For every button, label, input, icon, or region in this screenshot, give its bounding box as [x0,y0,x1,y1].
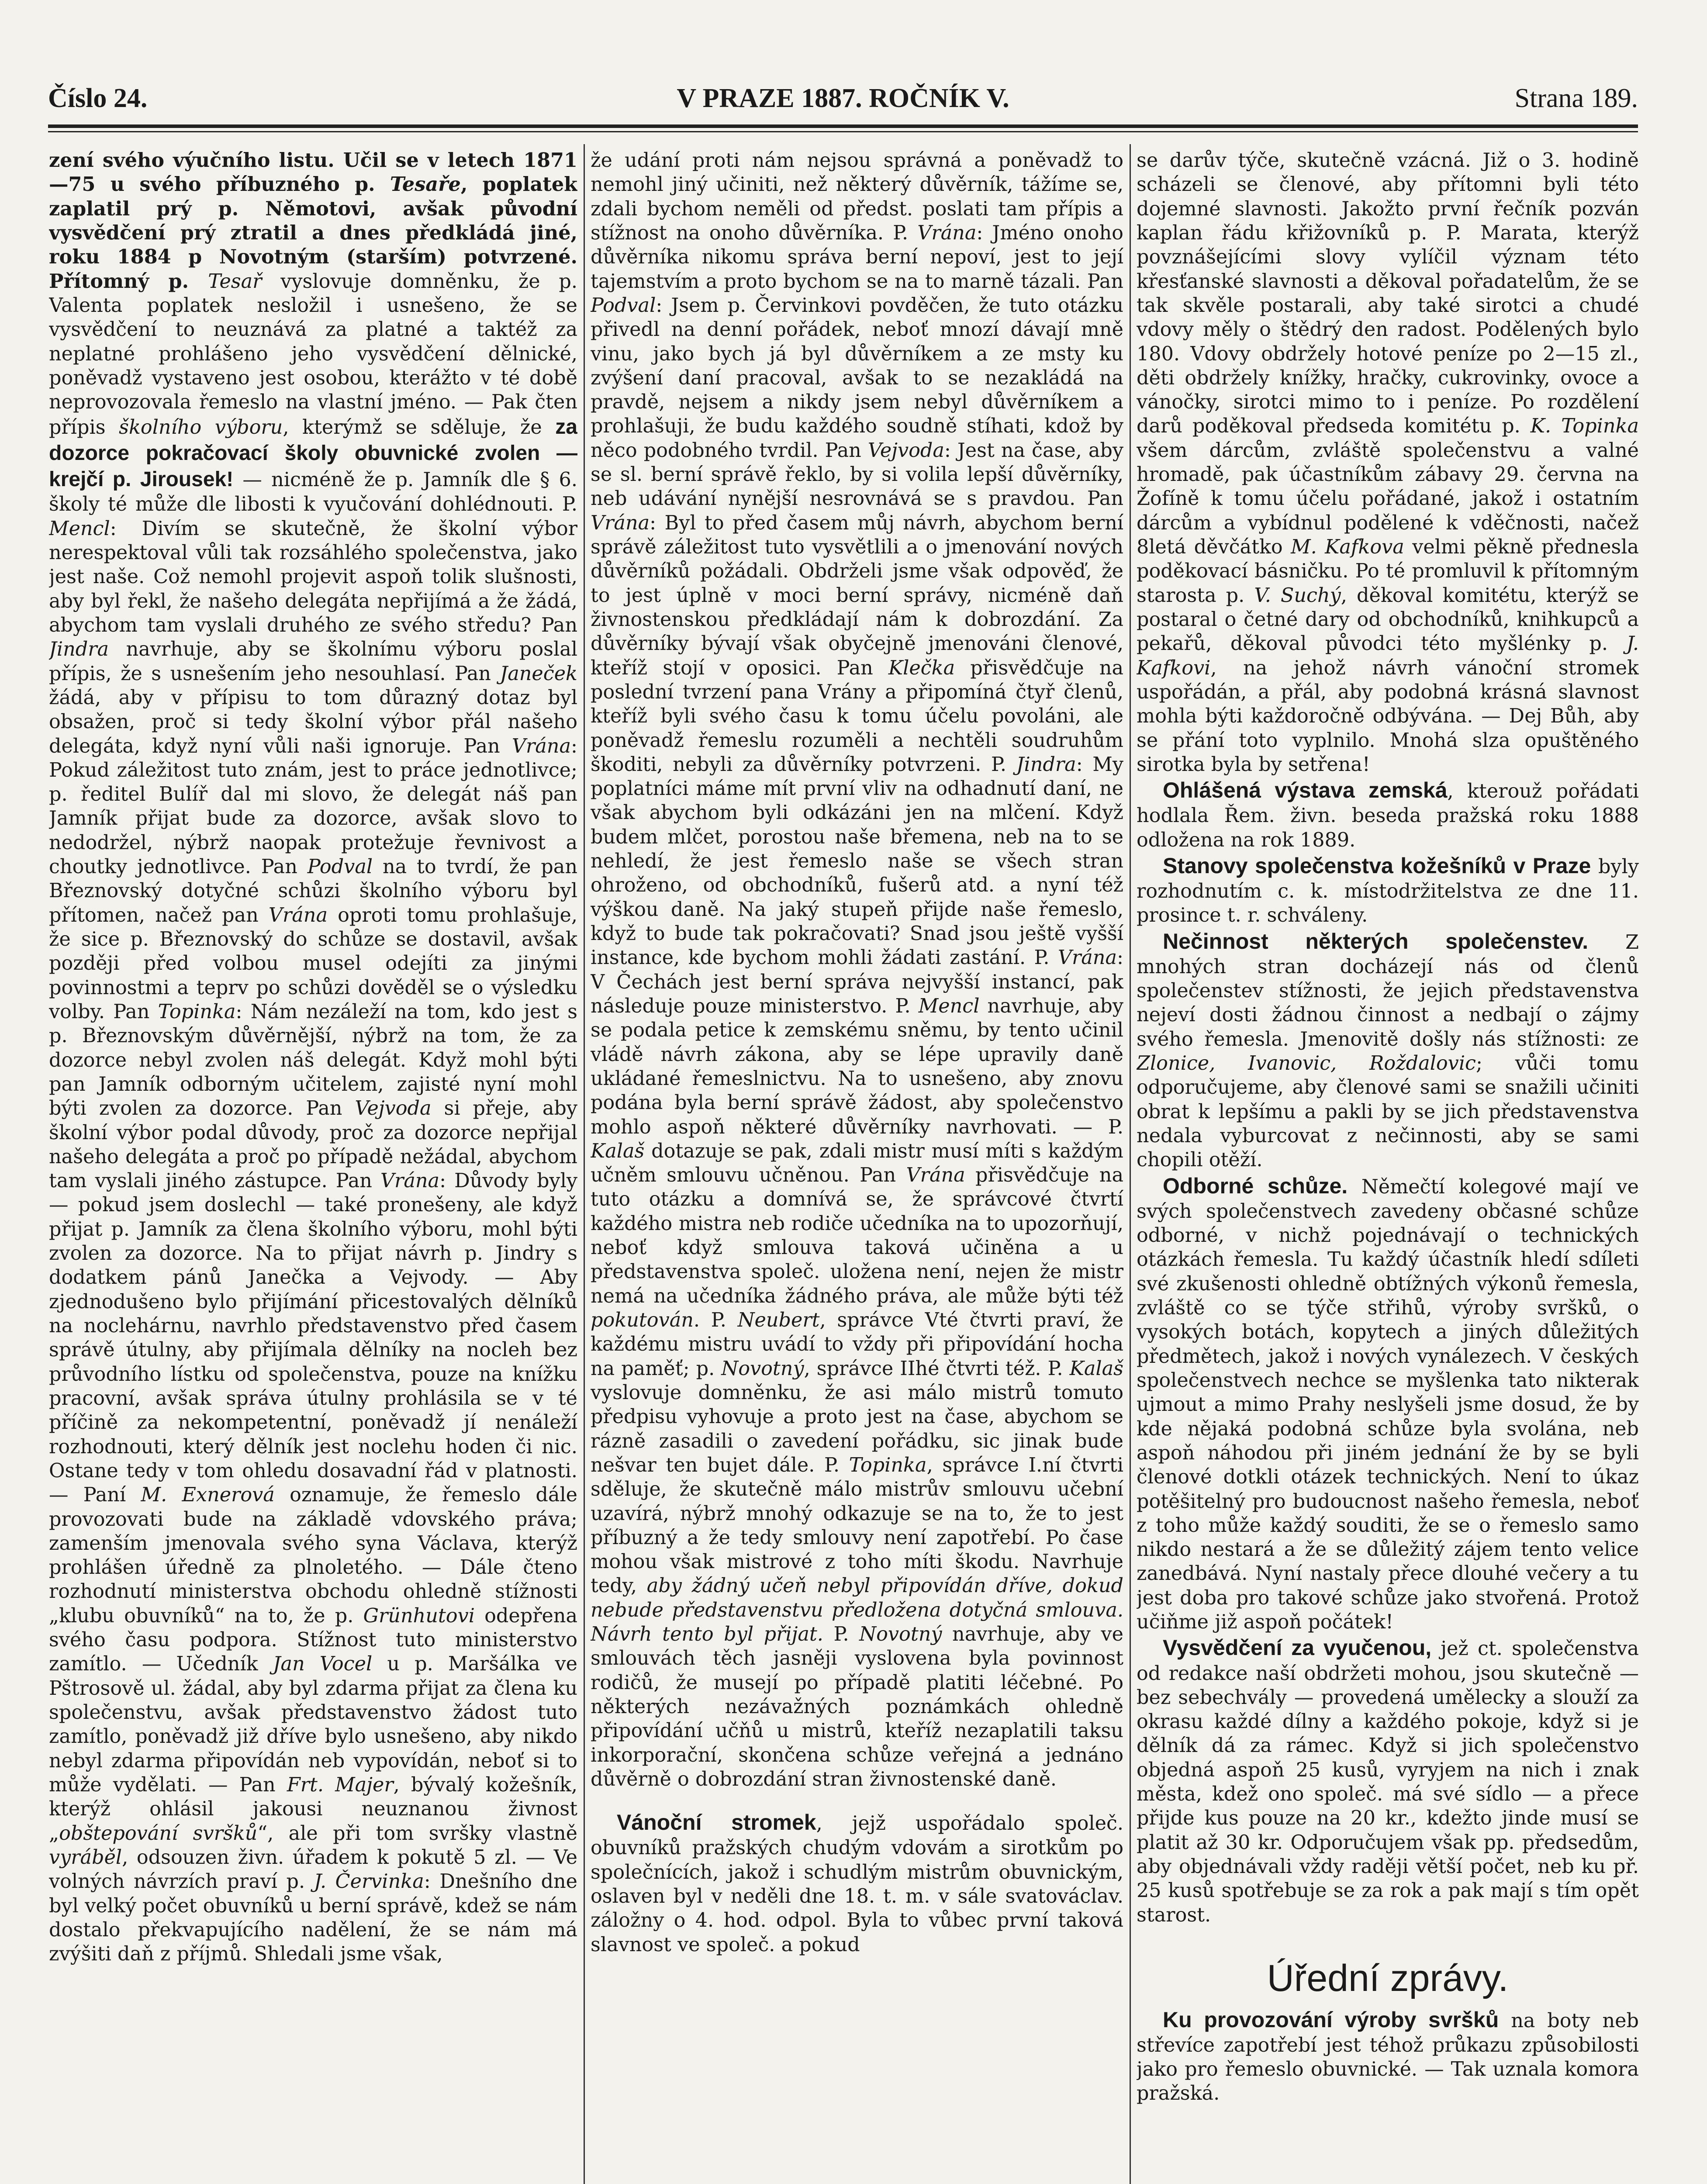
header-rule-thick [48,124,1638,128]
news-heading: Odborné schůze. [1163,1173,1348,1198]
text-column-1 [49,149,577,2184]
article-paragraph: se darův týče, skutečně vzácná. Již o 3. hodině scházeli se členové, aby přítomni byli této dojemné slavnosti. Jakožto první řečník pozván kaplan řádu křižovníků p. P. Marata, kterýž povznášejícími slovy vylíčil význam této křesťanské slavnosti a děkoval pořadatelům, že se tak skvěle postarali, aby také sirotci a chudé vdovy měly o štědrý den radost. Podělených bylo 180. Vdovy obdržely hotové peníze po 2—15 zl., děti obdržely knížky, hračky, cukrovinky, ovoce a vánočky, sirotci mimo to i peníze. Po rozdělení darů poděkoval předseda komitétu p. K. Topinka všem dárcům, zvláště společenstvu a valné hromadě, pak účastníkům zábavy 29. června na Žofíně k tomu účelu pořádané, jakož i ostatním dárcům a vybídnul podělené k vděčnosti, načež 8letá děvčátko M. Kafkova velmi pěkně přednesla poděkovací básničku. Po té promluvil k přítomným starosta p. V. Suchý, děkoval komitétu, kterýž se postaral o četné dary od obchodníků, knihkupců a pekařů, děkoval původci této myšlénky p. J. Kafkovi, na jehož návrh vánoční stromek uspořádán, a přál, aby podobná krásná slavnost mohla býti každoročně odbývána. — Dej Bůh, aby se přání toto vyplnilo. Mnohá slza opuštěného sirotka byla by setřena! [1137,149,1639,776]
issue-number: Číslo 24. [48,83,148,113]
text-column-2 [591,149,1123,2184]
column-divider-1 [584,144,585,2184]
news-heading: Vysvědčení za vyučenou, [1163,1635,1432,1660]
news-heading: Nečinnost některých společenstev. [1163,929,1589,954]
news-heading: Vánoční stromek [617,1810,816,1835]
news-heading: Ku provozování výroby svršků [1163,2007,1499,2032]
column-divider-2 [1130,144,1131,2184]
article-paragraph: Odborné schůze. Němečtí kolegové mají ve svých společenstvech zavedeny občasné schůze odborné, v nichž pojednávají o technických otázkách řemesla. Tu každý účastník hledí sdíleti své zkušenosti ohledně obtížných výkonů řemesla, zvláště co se týče střihů, výroby svršků, o vysokých botách, kopytech a jiných důležitých předmětech, jakož i nových vynálezech. V českých společenstvech nechce se myšlenka tato nikterak ujmout a mimo Prahy neslyšeli jsme dosud, že by kde nějaká podobná schůze byla svolána, neb aspoň náhodou při jiném jednání že by se byli členové dotkli otázek technických. Není to úkaz potěšitelný pro budoucnost našeho řemesla, neboť z toho může každý souditi, že se o řemeslo samo nikdo nestará a že se důležitý zájem tento velice zanedbává. Nyní nastaly přece dlouhé večery a tu jest doba pro takové schůze jako stvořená. Protož učiňme již aspoň počátek! [1137,1173,1639,1634]
page-header [48,83,1638,118]
news-heading: Ohlášená výstava zemská [1163,778,1448,803]
section-title: Úřední zprávy. [1267,1957,1509,1999]
article-paragraph: Vánoční stromek, jejž uspořádalo společ. obuvníků pražských chudým vdovám a sirotkům po společnících, jakož i schudlým mistrům obuvnickým, oslaven byl v neděli dne 18. t. m. v sále svatováclav. záložny o 4. hod. odpol. Byla to vůbec první taková slavnost ve společ. a pokud [591,1810,1123,1956]
article-paragraph: Stanovy společenstva kožešníků v Praze byly rozhodnutím c. k. místodržitelstva ze dne 11. prosince t. r. schváleny. [1137,853,1639,927]
news-heading: Stanovy společenstva kožešníků v Praze [1163,853,1591,878]
emphasized-announcement: za dozorce pokračovací školy obuvnické zvolen — krejčí p. Jirousek! [49,415,577,491]
article-paragraph: Nečinnost některých společenstev. Z mnohých stran docházejí nás od členů společenstev stížnosti, že jejich představenstva nejeví dosti žádnou činnost a nedbají o zájmy svého řemesla. Jmenovitě došly nás stížnosti: ze Zlonice, Ivanovic, Roždalovic; vůči tomu odporučujeme, aby členové sami se snažili učiniti obrat k lepšímu a pakli by se jich představenstva nedala vyburcovat z nečinnosti, aby se sami chopili otěží. [1137,929,1639,1171]
article-paragraph: Ohlášená výstava zemská, kterouž pořádati hodlala Řem. živn. beseda pražská roku 1888 odložena na rok 1889. [1137,778,1639,851]
article-paragraph: Ku provozování výroby svršků na boty neb střevíce zapotřebí jest téhož průkazu způsobilosti jako pro řemeslo obuvnické. — Tak uznala komora pražská. [1137,2007,1639,2105]
header-rule-thin [48,131,1638,132]
text-column-3 [1137,149,1639,2184]
publication-date-volume: V PRAZE 1887. ROČNÍK V. [677,83,1009,113]
article-paragraph: Vysvědčení za vyučenou, jež ct. společenstva od redakce naší obdržeti mohou, jsou skutečně — bez sebechvály — provedená umělecky a slouží za okrasu každé dílny a každého pokoje, když si je dělník dá za rámec. Když si jich společenstvo objedná aspoň 25 kusů, vyryjem na nich i znak města, kdež ono společ. má své sídlo — a přece přijde kus pouze na 20 kr., kdežto jinde musí se platit až 30 kr. Odporučujem však pp. předsedům, aby objednávali vždy raději větší počet, neb ku př. 25 kusů spotřebuje se za rok a pak mají s tím opět starost. [1137,1635,1639,1926]
article-paragraph: zení svého výučního listu. Učil se v letech 1871—75 u svého příbuzného p. Tesaře, poplatek zaplatil prý p. Němotovi, avšak původní vysvědčení prý ztratil a dnes předkládá jiné, roku 1884 p Novotným (starším) potvrzené. Přítomný p. Tesař vyslovuje domněnku, že p. Valenta poplatek nesložil i usnešeno, že se vysvědčení to neuznává za platné a taktéž za neplatné prohlášeno jeho vysvědčení dělnické, poněvadž vystaveno jest osobou, kterážto v té době neprovozovala řemeslo na vlastní jméno. — Pak čten přípis školního výboru, kterýmž se sděluje, že za dozorce pokračovací školy obuvnické zvolen — krejčí p. Jirousek! — nicméně že p. Jamník dle § 6. školy té může dle libosti k vyučování dohlédnouti. P. Mencl: Divím se skutečně, že školní výbor nerespektoval vůli tak rozsáhlého společenstva, jako jest naše. Což nemohl projevit aspoň tolik slušnosti, aby byl řekl, že našeho delegáta nepřijímá a že žádá, abychom tam vyslali druhého ze svého středu? Pan Jindra navrhuje, aby se školnímu výboru poslal přípis, že s usnešením jeho nesouhlasí. Pan Janeček žádá, aby v přípisu to tom důrazný dotaz byl obsažen, proč si tedy školní výbor přál našeho delegáta, když nyní vůli naši ignoruje. Pan Vrána: Pokud záležitost tuto znám, jest to práce jednotlivce; p. ředitel Bulíř dal mi slovo, že delegát náš pan Jamník přijat bude za dozorce, avšak slovo to nedodržel, nýbrž naopak protežuje řevnivost a choutky jednotlivce. Pan Podval na to tvrdí, že pan Březnovský dotyčné schůzi školního výboru byl přítomen, načež pan Vrána oproti tomu prohlašuje, že sice p. Březnovský do schůze se dostavil, avšak později před volbou musel odejíti za jinými povinnostmi a teprv po schůzi dověděl se o výsledku volby. Pan Topinka: Nám nezáleží na tom, kdo jest s p. Březnovským důvěrnější, nýbrž na tom, že za dozorce nebyl zvolen náš delegát. Když mohl býti pan Jamník odborným učitelem, zajisté nyní mohl býti zvolen za dozorce. Pan Vejvoda si přeje, aby školní výbor podal důvody, proč za dozorce nepřijal našeho delegáta a proč po případě nežádal, abychom tam vyslali jiného zástupce. Pan Vrána: Důvody byly — pokud jsem doslechl — také pronešeny, ale když přijat p. Jamník za člena školního výboru, mohl býti zvolen za dozorce. Na to přijat návrh p. Jindry s dodatkem pánů Janečka a Vejvody. — Aby zjednodušeno bylo přijímání přicestovalých dělníků na noclehárnu, navrhlo představenstvo před časem správě útulny, aby přijímala dělníky na nocleh bez průvodního lístku od společenstva, pouze na knížku pracovní, avšak správa útulny prohlásila se v té příčině za nekompetentní, poněvadž jí nenáleží rozhodnouti, který dělník jest noclehu hoden či nic. Ostane tedy v tom ohledu dosavadní řád v platnosti. — Paní M. Exnerová oznamuje, že řemeslo dále provozovati bude na základě vdovského práva; zamenším jmenovala svého syna Václava, kterýž prohlášen úředně za plnoletého. — Dále čteno rozhodnutí ministerstva obchodu ohledně stížnosti „klubu obuvníků“ na to, že p. Grünhutovi odepřena svého času podpora. Stížnost tuto ministerstvo zamítlo. — Učedník Jan Vocel u p. Maršálka ve Pštrosově ul. žádal, aby byl zdarma přijat za člena ku společenstvu, avšak představenstvo žádost tuto zamítlo, poněvadž již dříve bylo usnešeno, aby nikdo nebyl zdarma připovídán neb vypovídán, neboť si to může vydělati. — Pan Frt. Majer, bývalý kožešník, kterýž ohlásil jakousi neuznanou živnost „obštepování svršků“, ale při tom svršky vlastně vyráběl, odsouzen živn. úřadem k pokutě 5 zl. — Ve volných návrzích praví p. J. Červinka: Dnešního dne byl velký počet obuvníků u berní správě, kdež se nám dostalo překvapujícího nadělení, že se nám má zvýšiti daň z příjmů. Shledali jsme však, [49,149,577,1966]
page-number: Strana 189. [1514,83,1638,113]
article-paragraph: že udání proti nám nejsou správná a poněvadž to nemohl jiný učiniti, než některý důvěrník, tážíme se, zdali bychom neměli od předst. poslati tam přípis a stížnost na onoho důvěrníka. P. Vrána: Jméno onoho důvěrníka nikomu správa berní nepoví, jest to její tajemstvím a proto bychom se na to marně tázali. Pan Podval: Jsem p. Červinkovi povděčen, že tuto otázku přivedl na denní pořádek, neboť mnozí dávají mně vinu, jako bych já byl důvěrníkem a ze msty ku zvýšení daní pracoval, avšak to se nezakládá na pravdě, nejsem a nikdy jsem nebyl důvěrníkem a prohlašuji, že budu každého soudně stíhati, kdož by něco podobného tvrdil. Pan Vejvoda: Jest na čase, aby se sl. berní správě řeklo, by si volila lepší důvěrníky, neb udávání nynější nesrovnává se s pravdou. Pan Vrána: Byl to před časem můj návrh, abychom berní správě záležitost tuto vysvětlili a o jmenování nových důvěrníků požádali. Obdrželi jsme však odpověď, že to jest úplně v moci berní správy, nicméně daň živnostenskou předkládají nám k dobrozdání. Za důvěrníky bývají však obyčejně jmenováni členové, kteříž stojí v oposici. Pan Klečka přisvědčuje na poslední tvrzení pana Vrány a připomíná čtyř členů, kteříž byli svého času k tomu účelu povoláni, ale poněvadž řemeslu rozuměli a nechtěli soudruhům škoditi, nebyli za důvěrníky potvrzeni. P. Jindra: My poplatníci máme mít první vliv na odhadnutí daní, ne však abychom byli odkázáni jen na mlčení. Když budem mlčet, porostou naše břemena, neb na to se nehledí, že jest řemeslo naše se všech stran ohroženo, od obchodníků, fušerů atd. a nyní též výškou daně. Na jaký stupeň přijde naše řemeslo, když to bude tak pokračovati? Snad jsou ještě vyšší instance, kde bychom mohli žádati zastání. P. Vrána: V Čechách jest berní správa nejvyšší instancí, pak následuje pouze ministerstvo. P. Mencl navrhuje, aby se podala petice k zemskému sněmu, by tento učinil vládě návrh zákona, aby se lépe upravily daně ukládané řemeslnictvu. Na to usnešeno, aby znovu podána byla berní správě žádost, aby společenstvo mohlo aspoň některé důvěrníky navrhovati. — P. Kalaš dotazuje se pak, zdali mistr musí míti s každým učněm smlouvu učněnou. Pan Vrána přisvědčuje na tuto otázku a domnívá se, že správcové čtvrtí každého mistra neb rodiče učedníka na to upozorňují, neboť když smlouva taková učiněna a u představenstva společ. uložena není, nejen že mistr nemá na učedníka žádného práva, ale může býti též pokutován. P. Neubert, správce Vté čtvrti praví, že každému mistru uvádí to vždy při připovídání hocha na paměť; p. Novotný, správce IIhé čtvrti též. P. Kalaš vyslovuje domněnku, že asi málo mistrů tomuto předpisu vyhovuje a proto jest na čase, abychom se rázně zasadili o zavedení pořádku, sic jinak bude nešvar ten bujet dále. P. Topinka, správce I.ní čtvrti sděluje, že skutečně málo mistrův smlouvu učební uzavírá, nýbrž mnohý odkazuje se na to, že to jest příbuzný a že tedy smlouvy není zapotřebí. Po čase mohou však mistrové z toho míti škodu. Navrhuje tedy, aby žádný učeň nebyl připovídán dříve, dokud nebude představenstvu předložena dotyčná smlouva. Návrh tento byl přijat. P. Novotný navrhuje, aby ve smlouvách těch jasněji vyslovena byla povinnost rodičů, že musejí po případě platiti léčebné. Po některých nezávažných poznámkách ohledně připovídání učňů u mistrů, kteříž nezaplatili taksu inkorporační, skončena schůze veřejná a jednáno důvěrně o dobrozdání stran živnostenské daně. [591,149,1123,1790]
